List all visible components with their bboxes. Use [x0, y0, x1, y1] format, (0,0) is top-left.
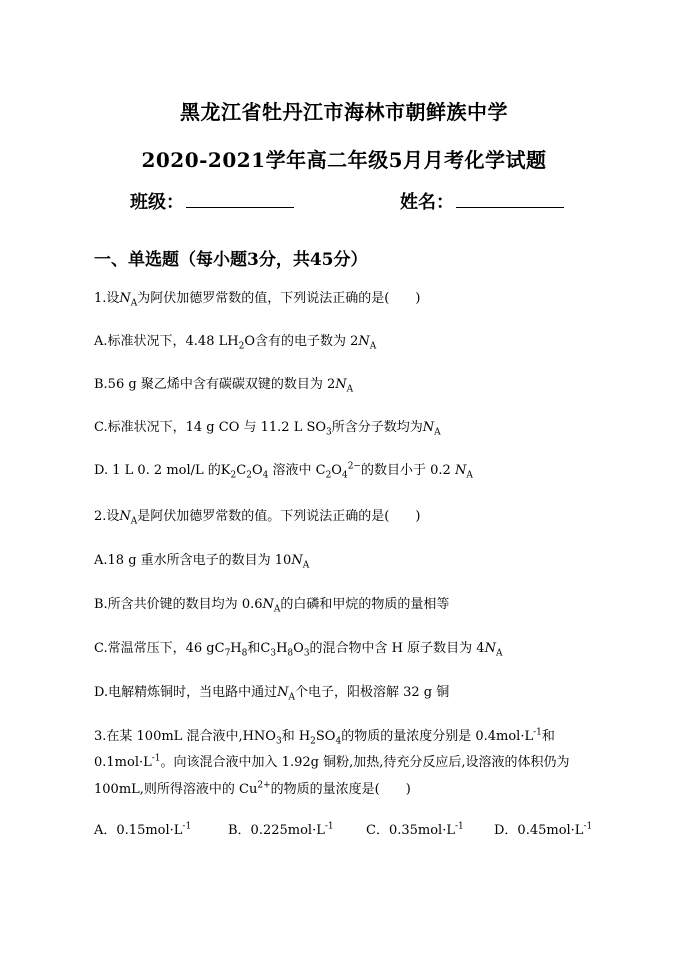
- question-3-stem-line-2: $0.1mol\cdot L^{-1}$。向该混合液中加入 1.92g 铜粉,加热,待充分反应后,设溶液的体积仍为: [94, 753, 570, 770]
- question-3-option-a: A．$0.15mol\cdot L^{-1}$: [94, 821, 192, 838]
- class-field: [130, 188, 294, 214]
- question-1-option-c: C.标准状况下，14 g CO 与 11.2 L $SO_3$所含分子数均为$N_A$: [94, 420, 441, 438]
- name-blank: [456, 189, 564, 208]
- name-field: [400, 188, 564, 214]
- name-label: 姓名：: [400, 192, 454, 213]
- section-title: 一、单选题（每小题3分，共45分）: [94, 250, 368, 270]
- question-3-option-c: C．$0.35mol\cdot L^{-1}$: [366, 821, 464, 838]
- question-3-stem-line-1: 3.在某 100mL 混合液中$,HNO_3$和 $H_2SO_4$的物质的量浓度分别是 $0.4mol\cdot L^{-1}$和: [94, 727, 555, 747]
- question-3-option-d: D．$0.45mol\cdot L^{-1}$: [494, 821, 593, 838]
- question-1-option-d: D. 1 L 0. 2 mol/L 的$K_2C_2O_4$ 溶液中 $C_2O_4^{2-}$的数目小于 0.2 $N_A$: [94, 461, 473, 481]
- class-label: 班级：: [130, 192, 184, 213]
- question-1-option-b: B.56 g 聚乙烯中含有碳碳双键的数目为 $2N_A$: [94, 377, 354, 395]
- question-1-option-a: A.标准状况下，4.48 $LH_2O$含有的电子数为 $2N_A$: [94, 334, 377, 352]
- question-2-option-b: B.所含共价键的数目均为 $0.6N_A$的白磷和甲烷的物质的量相等: [94, 597, 450, 615]
- school-title: 黑龙江省牡丹江市海林市朝鲜族中学: [180, 100, 508, 124]
- question-2-option-a: A.18 g 重水所含电子的数目为 $10N_A$: [94, 553, 310, 571]
- question-3-option-b: B．$0.225mol\cdot L^{-1}$: [228, 821, 334, 838]
- exam-title: 2020-2021学年高二年级5月月考化学试题: [141, 148, 547, 172]
- question-2-stem: 2.设$N_A$是阿伏加德罗常数的值。下列说法正确的是( ): [94, 509, 421, 527]
- question-3-stem-line-3: 100mL,则所得溶液中的 $Cu^{2+}$的物质的量浓度是( ): [94, 780, 411, 797]
- question-2-option-d: D.电解精炼铜时，当电路中通过$N_A$个电子，阳极溶解 32 g 铜: [94, 685, 450, 703]
- question-2-option-c: C.常温常压下，46 $gC_7H_8$和$C_3H_8O_3$的混合物中含 H 原子数目为 $4N_A$: [94, 641, 503, 659]
- class-blank: [186, 189, 294, 208]
- question-1-stem: 1.设$N_A$为阿伏加德罗常数的值，下列说法正确的是( ): [94, 291, 421, 309]
